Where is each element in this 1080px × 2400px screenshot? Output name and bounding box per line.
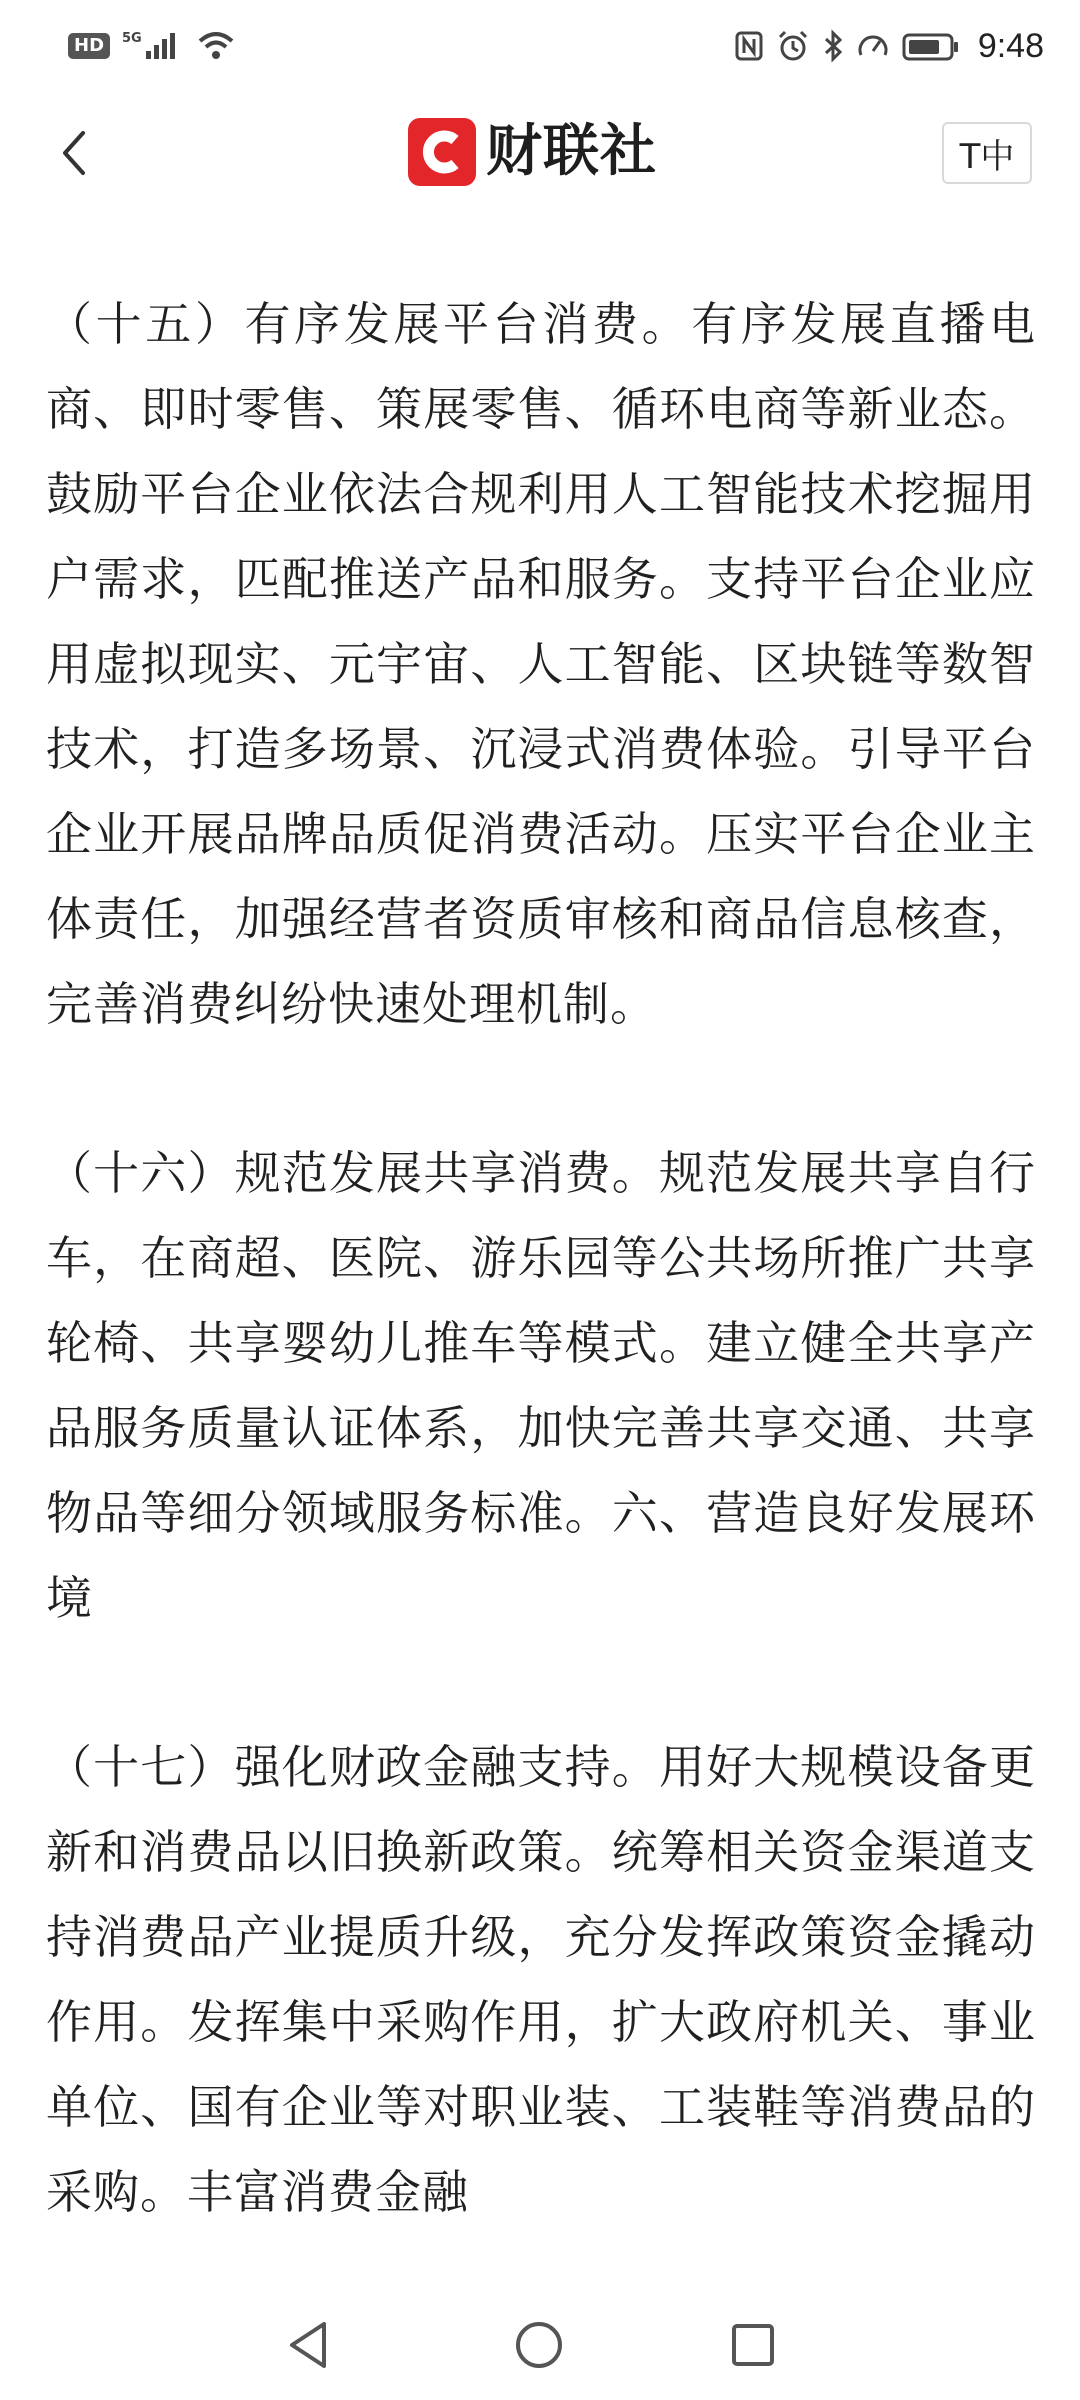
recents-square-icon xyxy=(728,2320,778,2370)
data-speed-icon xyxy=(856,29,890,63)
app-logo xyxy=(408,116,657,188)
home-circle-icon xyxy=(512,2318,566,2372)
bluetooth-icon xyxy=(822,29,844,63)
nfc-icon xyxy=(734,29,764,63)
status-time: 9:48 xyxy=(977,26,1044,65)
app-header xyxy=(0,92,1080,222)
battery-icon xyxy=(902,29,960,63)
logo-c-icon xyxy=(408,118,476,186)
logo-text: 财联社 xyxy=(486,119,657,184)
system-nav-bar xyxy=(0,2290,1080,2400)
status-left xyxy=(68,29,236,63)
alarm-icon xyxy=(776,29,810,63)
article-paragraph-16: （十六）规范发展共享消费。规范发展共享自行车，在商超、医院、游乐园等公共场所推广共享轮椅、共享婴幼儿推车等模式。建立健全共享产品服务质量认证体系，加快完善共享交通、共享物品等细分领域服务标准。六、营造良好发展环境 xyxy=(46,1146,1036,1625)
back-triangle-icon xyxy=(284,2318,334,2372)
article-paragraph-15: （十五）有序发展平台消费。有序发展直播电商、即时零售、策展零售、循环电商等新业态。鼓励平台企业依法合规利用人工智能技术挖掘用户需求，匹配推送产品和服务。支持平台企业应用虚拟现实、元宇宙、人工智能、区块链等数智技术，打造多场景、沉浸式消费体验。引导平台企业开展品牌品质促消费活动。压实平台企业主体责任，加强经营者资质审核和商品信息核查，完善消费纠纷快速处理机制。 xyxy=(46,297,1036,1031)
article-body xyxy=(46,282,1036,2292)
status-bar xyxy=(0,0,1080,92)
hd-icon: HD xyxy=(68,33,110,59)
chevron-left-icon xyxy=(57,127,91,179)
font-size-button[interactable]: T中 xyxy=(942,122,1032,184)
nav-recents-button[interactable] xyxy=(720,2312,786,2378)
status-right xyxy=(734,27,1044,66)
back-button[interactable] xyxy=(44,118,104,188)
signal-icon xyxy=(122,29,184,63)
wifi-icon xyxy=(196,29,236,63)
nav-back-button[interactable] xyxy=(276,2312,342,2378)
nav-home-button[interactable] xyxy=(506,2312,572,2378)
article-paragraph-17: （十七）强化财政金融支持。用好大规模设备更新和消费品以旧换新政策。统筹相关资金渠道支持消费品产业提质升级，充分发挥政策资金撬动作用。发挥集中采购作用，扩大政府机关、事业单位、国有企业等对职业装、工装鞋等消费品的采购。丰富消费金融 xyxy=(46,1740,1036,2219)
network-type-label: 5G xyxy=(122,31,142,46)
